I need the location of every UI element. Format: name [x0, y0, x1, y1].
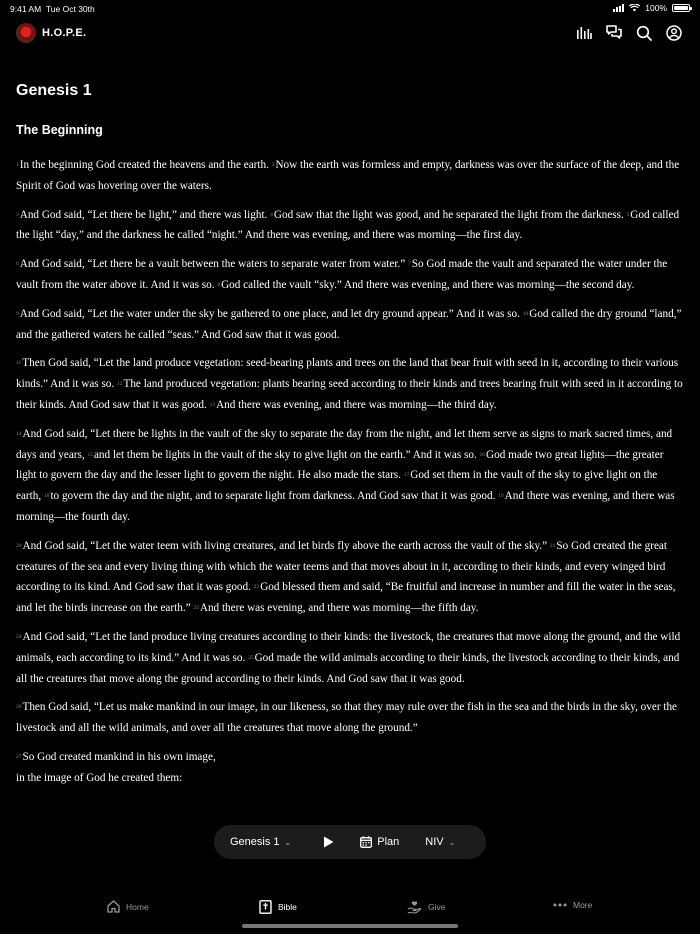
verse-text[interactable]: God called the light “day,” and the darkness he called “night.” And there was evening, and there was morning—the first day. [16, 208, 680, 242]
verse-text[interactable]: God saw that the light was good, and he separated the light from the darkness. [273, 208, 627, 221]
bottom-tab-bar [0, 893, 700, 923]
verse-text[interactable]: So God created the great creatures of the sea and every living thing with which the water teems and that moves about in it, according to their kinds, and every winged bird according to its kind. And God saw that it was good. [16, 539, 667, 594]
verse-number: 21 [549, 542, 556, 549]
verse-text[interactable]: and let them be lights in the vault of the sky to give light on the earth.” And it was so. [93, 448, 480, 461]
verse-number: 11 [16, 360, 22, 367]
plan-button[interactable] [360, 836, 399, 848]
version-label: NIV [425, 836, 444, 848]
verse-text[interactable]: to govern the day and the night, and to separate light from darkness. And God saw that it was good. [50, 490, 499, 503]
verse-number: 25 [248, 654, 254, 661]
profile-icon[interactable] [665, 24, 682, 41]
verse-number: 13 [209, 401, 216, 408]
poetry-line[interactable]: in the image of God he created them: [16, 771, 183, 784]
tab-more[interactable] [553, 900, 592, 910]
verse-text[interactable]: God made two great lights—the greater light to govern the day and the lesser light to govern the night. He also made the stars. [16, 448, 664, 482]
chevron-down-icon: ⌄ [448, 837, 456, 847]
play-icon [323, 836, 334, 848]
tab-home-label: Home [126, 901, 149, 912]
status-bar [0, 0, 700, 16]
play-audio-button[interactable] [323, 836, 334, 848]
verse-text[interactable]: And there was evening, and there was morning—the third day. [216, 398, 497, 411]
home-icon [107, 900, 120, 913]
verse-text[interactable]: And God said, “Let the water under the sky be gathered to one place, and let dry ground appear.” And it was so. [19, 307, 523, 320]
verse-text[interactable]: So God made the vault and separated the water under the vault from the water above it. And it was so. [16, 258, 668, 291]
tab-bible-label: Bible [278, 902, 297, 912]
verse-text[interactable]: Then God said, “Let the land produce vegetation: seed-bearing plants and trees on the land that bear fruit with seed in it, according to their various kinds.” And it was so. [16, 357, 679, 391]
verse-text[interactable]: Now the earth was formless and empty, darkness was over the surface of the deep, and the Spirit of God was hovering over the waters. [16, 159, 680, 192]
battery-icon [672, 4, 690, 12]
verse-number: 24 [16, 633, 22, 640]
verse-number: 20 [16, 542, 22, 549]
verse-number: 10 [522, 310, 529, 317]
verse-number: 22 [253, 584, 260, 591]
verse-text[interactable]: And God said, “Let there be light,” and there was light. [19, 208, 271, 221]
verse-text[interactable]: God blessed them and said, “Be fruitful and increase in number and fill the water in the seas, and let the birds increase on the earth.” [16, 581, 676, 615]
verse-number: 8 [217, 281, 221, 288]
tab-more-label: More [573, 900, 593, 910]
chapter-selector-label: Genesis 1 [230, 836, 280, 848]
passage-paragraph [16, 155, 684, 197]
passage-paragraph [16, 627, 684, 689]
verse-number: 17 [403, 472, 410, 479]
reader-control-pill [214, 825, 486, 859]
battery-percent: 100% [645, 3, 667, 13]
verse-number: 23 [193, 605, 199, 612]
bible-icon [259, 900, 272, 914]
passage-paragraph [16, 353, 684, 415]
tab-bible[interactable] [259, 900, 297, 914]
passage-paragraph [16, 205, 684, 247]
verse-number: 15 [87, 451, 93, 458]
verse-number: 1 [16, 162, 19, 168]
calendar-icon [360, 836, 372, 848]
verse-text[interactable]: God called the dry ground “land,” and the gathered waters he called “seas.” And God saw that it was good. [16, 307, 682, 341]
passage-paragraph [16, 424, 684, 528]
give-icon [407, 900, 422, 914]
audio-bars-icon[interactable] [575, 24, 592, 41]
reading-content [16, 80, 684, 797]
verse-number: 4 [270, 211, 273, 218]
verse-number: 2 [271, 162, 275, 168]
verse-text[interactable]: So God created mankind in his own image, [22, 750, 216, 763]
chat-bubbles-icon[interactable] [605, 24, 622, 41]
tab-home[interactable] [107, 900, 149, 913]
tab-give-label: Give [428, 902, 446, 912]
verse-number: 3 [16, 211, 19, 218]
verse-number: 14 [16, 430, 22, 437]
verse-text[interactable]: And God said, “Let there be lights in the vault of the sky to separate the day from the night, and let them serve as signs to mark sacred times, and days and years, [16, 427, 673, 461]
verse-number: 16 [479, 451, 486, 458]
brand-name: H.O.P.E. [42, 27, 87, 39]
status-time: 9:41 AM Tue Oct 30th [10, 4, 95, 14]
verse-text[interactable]: God set them in the vault of the sky to give light on the earth, [16, 469, 658, 503]
cellular-signal-icon [613, 4, 624, 12]
passage-paragraph [16, 304, 684, 346]
app-header [0, 20, 700, 48]
more-dots-icon [553, 903, 567, 907]
verse-text[interactable]: And God said, “Let there be a vault between the waters to separate water from water.” [19, 258, 409, 271]
chevron-down-icon: ⌄ [284, 837, 292, 847]
verse-text[interactable]: And God said, “Let the water teem with living creatures, and let birds fly above the earth across the vault of the sky.” [22, 539, 550, 552]
verse-number: 9 [16, 310, 19, 317]
passage-paragraph [16, 536, 684, 619]
tab-give[interactable] [407, 900, 445, 914]
wifi-icon [629, 4, 640, 12]
verse-text[interactable]: The land produced vegetation: plants bearing seed according to their kinds and trees bearing fruit with seed in it according to their kinds. And God saw that it was good. [16, 378, 683, 411]
verse-text[interactable]: In the beginning God created the heavens and the earth. [19, 159, 272, 171]
verse-number: 27 [16, 753, 22, 760]
verse-text[interactable]: God made the wild animals according to their kinds, the livestock according to their kinds, and all the creatures that move along the ground according to their kinds. And God saw that it was good. [16, 651, 680, 685]
plan-label: Plan [377, 836, 400, 848]
scripture-passage [16, 155, 684, 789]
home-indicator [242, 924, 458, 928]
verse-number: 12 [117, 381, 123, 388]
verse-number: 5 [626, 211, 630, 218]
verse-text[interactable]: And there was evening, and there was morning—the fourth day. [16, 490, 675, 523]
church-logo[interactable] [16, 23, 36, 43]
chapter-selector[interactable] [230, 836, 291, 848]
version-selector[interactable] [425, 836, 455, 848]
passage-paragraph [16, 747, 684, 768]
search-icon[interactable] [635, 24, 652, 41]
verse-text[interactable]: Then God said, “Let us make mankind in our image, in our likeness, so that they may rule over the fish in the sea and the birds in the sky, over the livestock and all the wild animals, and over all the creatures that move along the ground.” [16, 701, 678, 735]
status-date: Tue Oct 30th [45, 4, 95, 14]
verse-text[interactable]: And God said, “Let the land produce living creatures according to their kinds: the livestock, the creatures that move along the ground, and the wild animals, each according to its kind.” And it was so. [16, 630, 681, 664]
passage-paragraph [16, 697, 684, 739]
verse-number: 7 [408, 261, 411, 268]
section-heading: The Beginning [16, 123, 103, 137]
verse-number: 19 [498, 493, 504, 500]
verse-number: 26 [16, 704, 22, 711]
verse-number: 18 [43, 493, 50, 500]
verse-text[interactable]: And there was evening, and there was morning—the fifth day. [199, 602, 479, 615]
chapter-title: Genesis 1 [16, 82, 92, 99]
verse-number: 6 [16, 261, 19, 268]
verse-text[interactable]: God called the vault “sky.” And there was evening, and there was morning—the second day. [221, 278, 635, 291]
passage-paragraph [16, 254, 684, 296]
